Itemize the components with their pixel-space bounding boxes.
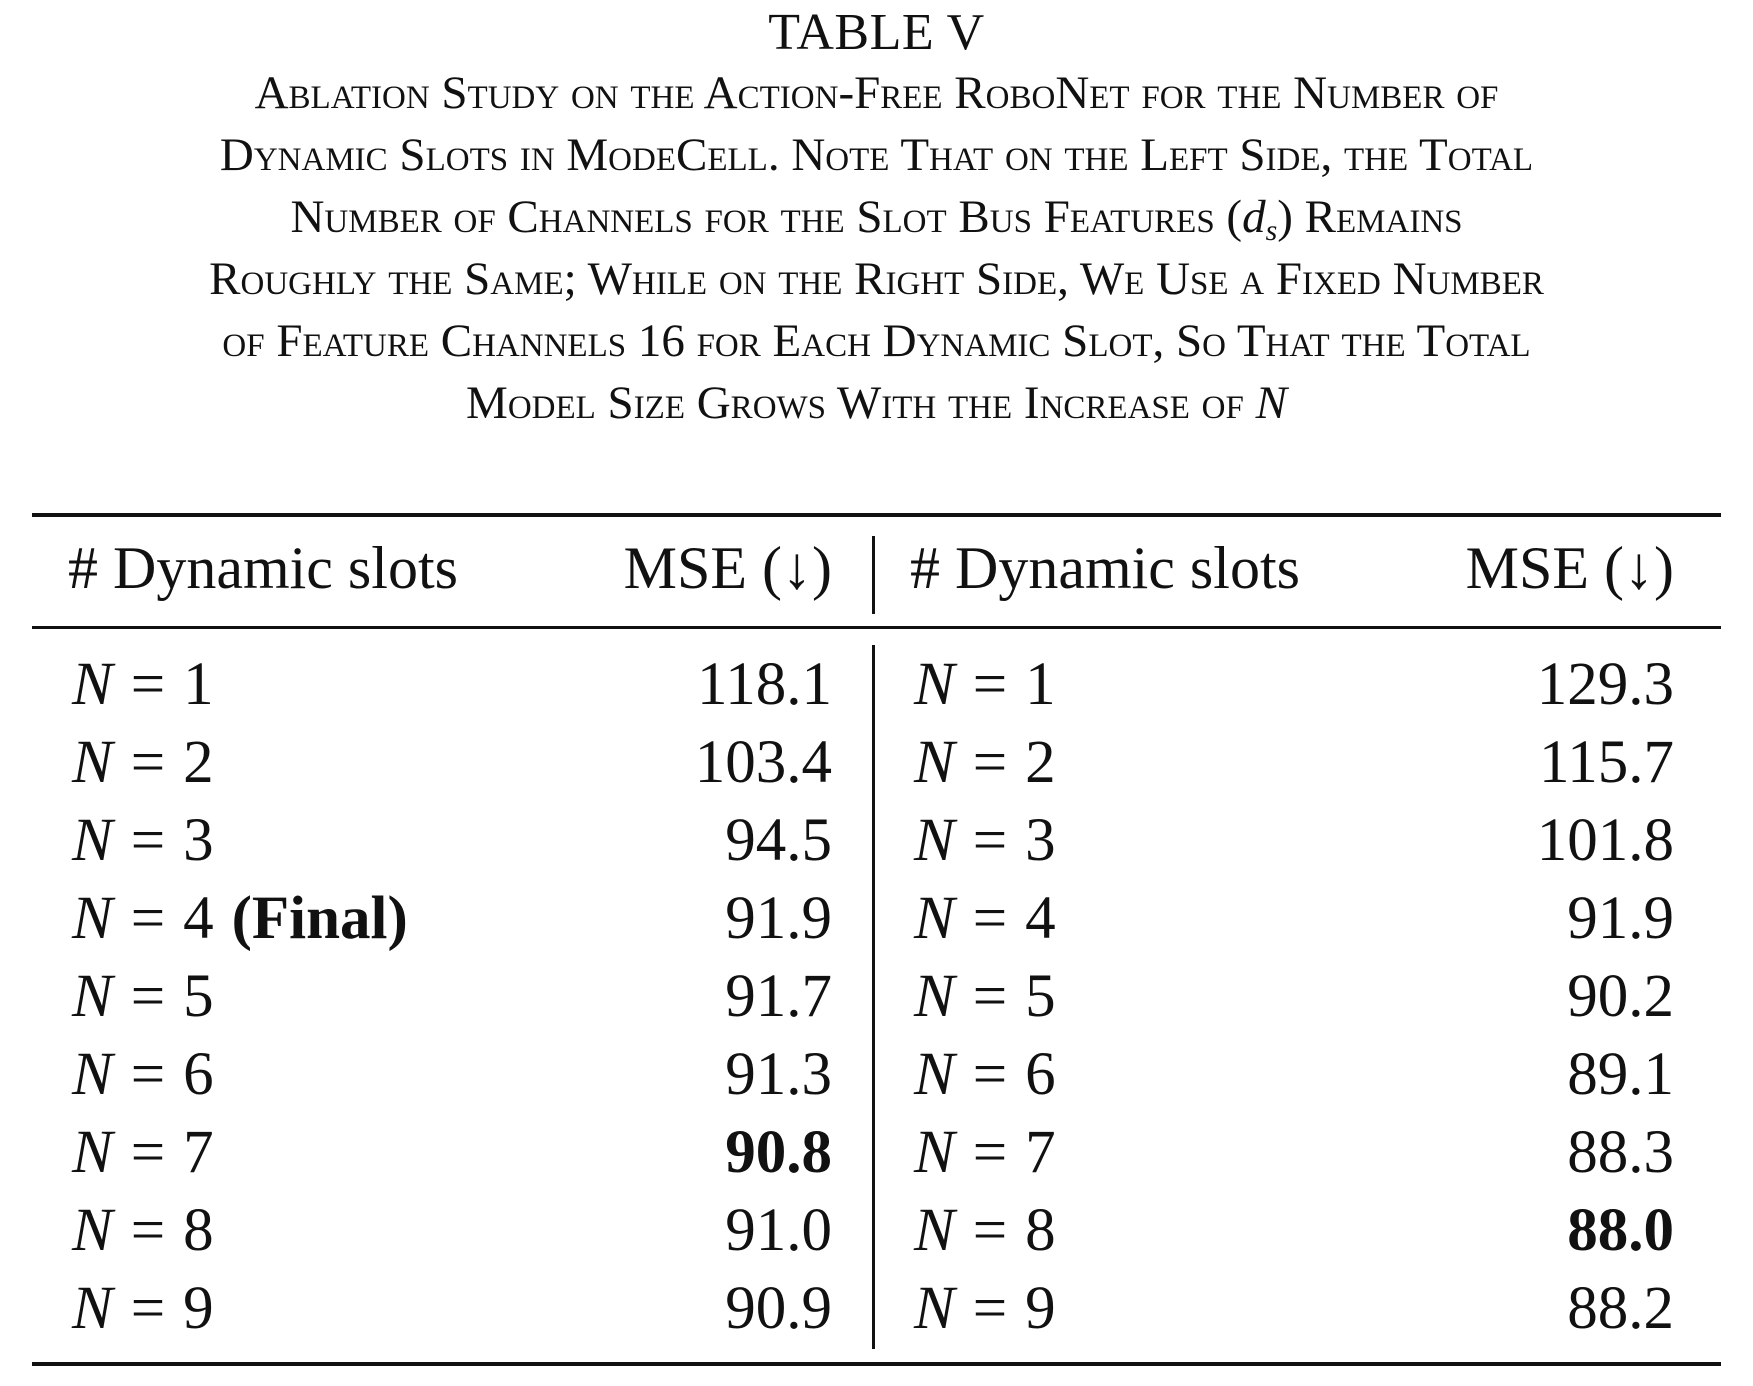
equals-sign: =	[972, 1119, 1008, 1186]
table-row	[0, 880, 1753, 958]
caption-line-1: Ablation Study on the Action-Free RoboNet for the Number of	[254, 67, 1499, 119]
equals-sign: =	[130, 729, 166, 796]
var-symbol: N	[72, 1119, 113, 1186]
right-slot-count: 4	[1025, 885, 1056, 952]
right-slots-cell	[914, 802, 1056, 880]
table-label: TABLE V	[768, 4, 985, 61]
left-mse-cell: 91.7	[725, 963, 832, 1030]
left-slots-cell	[72, 802, 214, 880]
caption-line-4: Roughly the Same; While on the Right Side, We Use a Fixed Number	[209, 253, 1544, 305]
var-symbol: N	[914, 1197, 955, 1264]
right-mse-cell: 115.7	[1539, 729, 1674, 796]
header-left-slots: # Dynamic slots	[68, 535, 458, 601]
right-mse-cell: 89.1	[1567, 1041, 1674, 1108]
equals-sign: =	[972, 1275, 1008, 1342]
left-mse-cell: 90.9	[725, 1275, 832, 1342]
right-slots-cell	[914, 958, 1056, 1036]
var-symbol: N	[914, 729, 955, 796]
right-slot-count: 8	[1025, 1197, 1056, 1264]
header-right-mse: MSE (↓)	[1465, 535, 1674, 601]
right-mse-cell: 88.3	[1567, 1119, 1674, 1186]
header-rule	[32, 626, 1721, 629]
caption-var-s: s	[1265, 214, 1278, 247]
caption-line-6-text: Model Size Grows With the Increase of	[466, 377, 1256, 429]
left-mse-cell: 91.0	[725, 1197, 832, 1264]
left-slots-cell	[72, 958, 214, 1036]
caption-var-n: N	[1255, 377, 1287, 429]
var-symbol: N	[914, 807, 955, 874]
left-slots-cell	[72, 880, 408, 958]
var-symbol: N	[914, 1275, 955, 1342]
left-mse-cell: 91.3	[725, 1041, 832, 1108]
header-right-slots: # Dynamic slots	[910, 535, 1300, 601]
caption-line-5: of Feature Channels 16 for Each Dynamic Slot, So That the Total	[222, 315, 1531, 367]
right-mse-cell: 90.2	[1567, 963, 1674, 1030]
left-mse-cell: 90.8	[725, 1119, 832, 1186]
caption-line-3-text: Number of Channels for the Slot Bus Features (	[290, 191, 1243, 243]
var-symbol: N	[914, 651, 955, 718]
right-slot-count: 3	[1025, 807, 1056, 874]
right-mse-cell: 88.0	[1567, 1197, 1674, 1264]
left-slot-count: 9	[183, 1275, 214, 1342]
equals-sign: =	[130, 651, 166, 718]
right-slot-count: 9	[1025, 1275, 1056, 1342]
right-slot-count: 2	[1025, 729, 1056, 796]
table-row	[0, 1192, 1753, 1270]
left-slots-cell	[72, 646, 214, 724]
table-row	[0, 646, 1753, 724]
table-caption	[0, 4, 1753, 434]
equals-sign: =	[972, 651, 1008, 718]
right-slots-cell	[914, 724, 1056, 802]
left-slot-count: 8	[183, 1197, 214, 1264]
equals-sign: =	[972, 885, 1008, 952]
left-slot-count: 3	[183, 807, 214, 874]
header-column-divider	[872, 536, 875, 614]
equals-sign: =	[130, 963, 166, 1030]
right-slots-cell	[914, 1114, 1056, 1192]
left-slot-count: 7	[183, 1119, 214, 1186]
left-slot-count: 5	[183, 963, 214, 1030]
right-slot-count: 7	[1025, 1119, 1056, 1186]
equals-sign: =	[130, 807, 166, 874]
var-symbol: N	[914, 963, 955, 1030]
equals-sign: =	[130, 1041, 166, 1108]
caption-line-3-tail: ) Remains	[1277, 191, 1463, 243]
right-mse-cell: 91.9	[1567, 885, 1674, 952]
var-symbol: N	[72, 1275, 113, 1342]
left-mse-cell: 94.5	[725, 807, 832, 874]
left-slots-cell	[72, 1270, 214, 1348]
left-slots-cell	[72, 1036, 214, 1114]
equals-sign: =	[130, 1275, 166, 1342]
var-symbol: N	[72, 963, 113, 1030]
header-left-mse: MSE (↓)	[623, 535, 832, 601]
left-mse-cell: 103.4	[694, 729, 832, 796]
var-symbol: N	[914, 1119, 955, 1186]
table-row	[0, 958, 1753, 1036]
left-slot-count: 2	[183, 729, 214, 796]
caption-line-2: Dynamic Slots in ModeCell. Note That on the Left Side, the Total	[219, 129, 1534, 181]
equals-sign: =	[130, 885, 166, 952]
equals-sign: =	[130, 1197, 166, 1264]
right-slots-cell	[914, 1036, 1056, 1114]
right-slot-count: 6	[1025, 1041, 1056, 1108]
table-row	[0, 1270, 1753, 1348]
right-slots-cell	[914, 1192, 1056, 1270]
right-slot-count: 5	[1025, 963, 1056, 1030]
left-slots-cell	[72, 724, 214, 802]
left-mse-cell: 91.9	[725, 885, 832, 952]
var-symbol: N	[72, 1041, 113, 1108]
var-symbol: N	[72, 885, 113, 952]
caption-var-d: d	[1242, 191, 1266, 243]
var-symbol: N	[914, 885, 955, 952]
right-slots-cell	[914, 880, 1056, 958]
left-slots-cell	[72, 1192, 214, 1270]
var-symbol: N	[72, 651, 113, 718]
var-symbol: N	[72, 807, 113, 874]
final-tag: (Final)	[231, 885, 408, 952]
caption-line-6	[0, 372, 1753, 434]
caption-line-3	[0, 186, 1753, 248]
left-mse-cell: 118.1	[697, 651, 832, 718]
equals-sign: =	[972, 1197, 1008, 1264]
right-mse-cell: 129.3	[1536, 651, 1674, 718]
equals-sign: =	[972, 1041, 1008, 1108]
table-row	[0, 1036, 1753, 1114]
var-symbol: N	[914, 1041, 955, 1108]
left-slots-cell	[72, 1114, 214, 1192]
equals-sign: =	[130, 1119, 166, 1186]
table-row	[0, 802, 1753, 880]
equals-sign: =	[972, 729, 1008, 796]
left-slot-count: 1	[183, 651, 214, 718]
equals-sign: =	[972, 807, 1008, 874]
equals-sign: =	[972, 963, 1008, 1030]
table-row	[0, 1114, 1753, 1192]
table-row	[0, 724, 1753, 802]
right-mse-cell: 101.8	[1536, 807, 1674, 874]
right-mse-cell: 88.2	[1567, 1275, 1674, 1342]
left-slot-count: 4	[183, 885, 214, 952]
var-symbol: N	[72, 1197, 113, 1264]
top-rule	[32, 513, 1721, 517]
var-symbol: N	[72, 729, 113, 796]
right-slots-cell	[914, 646, 1056, 724]
bottom-rule	[32, 1362, 1721, 1366]
right-slots-cell	[914, 1270, 1056, 1348]
right-slot-count: 1	[1025, 651, 1056, 718]
left-slot-count: 6	[183, 1041, 214, 1108]
